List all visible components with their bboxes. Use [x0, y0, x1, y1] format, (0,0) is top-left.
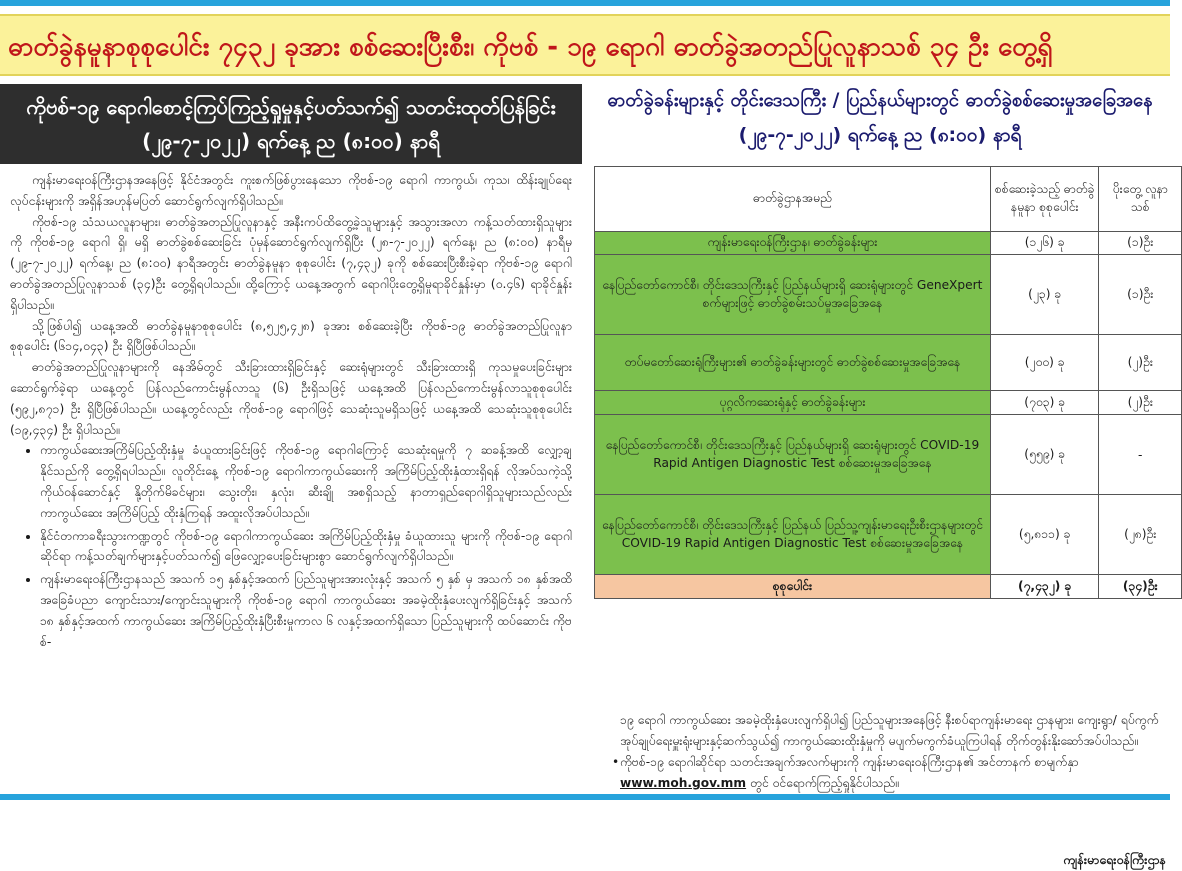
row-cases: (၂)ဦး	[1099, 335, 1182, 391]
row-tested: (၁၂၆) ခု	[990, 232, 1099, 255]
bullet-list	[10, 440, 572, 652]
notes	[590, 710, 1170, 794]
note-2-text-after: တွင် ဝင်ရောက်ကြည့်ရှုနိုင်ပါသည်။	[746, 776, 899, 790]
left-date: (၂၉-၇-၂၀၂၂) ရက်နေ့ ည (၈:၀၀) နာရီ	[142, 129, 440, 153]
headline: ဓာတ်ခွဲနမူနာစုစုပေါင်း ၇၄၃၂ ခုအား စစ်ဆေးပြီးစီး၊ ကိုဗစ် - ၁၉ ရောဂါ ဓာတ်ခွဲအတည်ပြုလူနာသစ် ၃၄ ဦး တွေ့ရှိ	[0, 14, 1170, 76]
total-label: စုစုပေါင်း	[595, 575, 991, 599]
right-heading: ဓာတ်ခွဲခန်းများနှင့် တိုင်းဒေသကြီး / ပြည်နယ်များတွင် ဓာတ်ခွဲစစ်ဆေးမှုအခြေအနေ	[607, 90, 1153, 111]
col-lab-name: ဓာတ်ခွဲဌာနအမည်	[595, 167, 991, 232]
signature: ကျန်းမာရေးဝန်ကြီးဌာန	[1063, 852, 1166, 867]
row-lab-name: ပုဂ္ဂလိကဆေးရုံနှင့် ဓာတ်ခွဲခန်းများ	[595, 391, 991, 415]
bullet-item: • နိုင်ငံတကာခရီးသွားကဏ္ဍတွင် ကိုဗစ်-၁၉ ရောဂါကာကွယ်ဆေး အကြိမ်ပြည့်ထိုးနှံမှု ခံယူထားသူ များကို ကိုဗစ်-၁၉ ရောဂါဆိုင်ရာ ကန့်သတ်ချက်များနှင့်ပတ်သက်၍ ဖြေလျှော့ပေးခြင်းများစွာ ဆောင်ရွက်လျက်ရှိပါသည်။	[40, 526, 572, 568]
right-date: (၂၉-၇-၂၀၂၂) ရက်နေ့ ည (၈:၀၀) နာရီ	[738, 124, 1022, 146]
row-tested: (၇၀၃) ခု	[990, 391, 1099, 415]
left-body	[0, 164, 582, 652]
bottom-rule	[0, 794, 1170, 800]
paragraph-2: ကိုဗစ်-၁၉ သံသယလူနာများ၊ ဓာတ်ခွဲအတည်ပြုလူနာနှင့် အနီးကပ်ထိတွေ့ခဲ့သူများနှင့် အသွားအလာ ကန့်သတ်ထားရှိသူများကို ကိုဗစ်-၁၉ ရောဂါ ရှိ၊ မရှိ ဓာတ်ခွဲစစ်ဆေးခြင်း ပုံမှန်ဆောင်ရွက်လျက်ရှိပြီး (၂၈-၇-၂၀၂၂) ရက်နေ့၊ ည (၈:၀၀) နာရီမှ (၂၉-၇-၂၀၂၂) ရက်နေ့၊ ည (၈:၀၀) နာရီအတွင်း ဓာတ်ခွဲနမူနာ စုစုပေါင်း (၇,၄၃၂) ခုကို စစ်ဆေးပြီးစီးခဲ့ရာ ကိုဗစ်-၁၉ ရောဂါ ဓာတ်ခွဲအတည်ပြုလူနာသစ် (၃၄)ဦး တွေ့ရှိရပါသည်။ ထို့ကြောင့် ယနေ့အတွက် ရောဂါပိုးတွေ့ရှိမှုရာခိုင်နှုန်းမှာ (၀.၄၆) ရာခိုင်နှုန်း ရှိပါသည်။	[10, 214, 572, 312]
bullet-item: • ကာကွယ်ဆေးအကြိမ်ပြည့်ထိုးနှံမှု ခံယူထားခြင်းဖြင့် ကိုဗစ်-၁၉ ရောဂါကြောင့် သေဆုံးရမှုကို ၇ ဆခန့်အထိ လျှော့ချနိုင်သည်ကို တွေ့ရှိရပါသည်။ လူတိုင်းနေ့ ကိုဗစ်-၁၉ ရောဂါကာကွယ်ဆေးကို အကြိမ်ပြည့်ထိုးနှံထားရှိရန် လိုအပ်သကဲ့သို့ ကိုယ်ဝန်ဆောင်နှင့် နို့တိုက်မိခင်များ၊ သွေးတိုး၊ နှလုံး၊ ဆီးချို အစရှိသည့် နာတာရှည်ရောဂါရှိသူများသည်လည်း ကာကွယ်ဆေး အကြိမ်ပြည့် ထိုးနှံကြရန် အထူးလိုအပ်ပါသည်။	[40, 440, 572, 523]
row-lab-name: နေပြည်တော်ကောင်စီ၊ တိုင်းဒေသကြီးနှင့် ပြည်နယ်များရှိ ဆေးရုံများတွင် COVID-19 Rapid Antigen Diagnostic Test စစ်ဆေးမှုအခြေအနေ	[595, 415, 991, 495]
table-total-row	[595, 575, 1182, 599]
row-tested: (၂၀၀) ခု	[990, 335, 1099, 391]
total-cases: (၃၄)ဦး	[1099, 575, 1182, 599]
table-row	[595, 415, 1182, 495]
table-row	[595, 495, 1182, 575]
table-row	[595, 255, 1182, 335]
row-lab-name: ကျန်းမာရေးဝန်ကြီးဌာန၊ ဓာတ်ခွဲခန်းများ	[595, 232, 991, 255]
table-header-row	[595, 167, 1182, 232]
note-1: ၁၉ ရောဂါ ကာကွယ်ဆေး အခမဲ့ထိုးနှံပေးလျက်ရှိပါ၍ ပြည်သူများအနေဖြင့် နီးစပ်ရာကျန်းမာရေး ဌာနများ၊ ကျေးရွာ/ ရပ်ကွက်အုပ်ချုပ်ရေးမှူးရုံးများနှင့်ဆက်သွယ်၍ ကာကွယ်ဆေးထိုးနှံမှုကို မပျက်မကွက်ခံယူကြပါရန် တိုက်တွန်းနိုးဆော်အပ်ပါသည်။	[620, 713, 1159, 748]
bullet-item: • ကျန်းမာရေးဝန်ကြီးဌာနသည် အသက် ၁၅ နှစ်နှင့်အထက် ပြည်သူများအားလုံးနှင့် အသက် ၅ နှစ် မှ အသက် ၁၈ နှစ်အထိ အခြေခံပညာ ကျောင်းသား/ကျောင်းသူများကို ကိုဗစ်-၁၉ ရောဂါ ကာကွယ်ဆေး အခမဲ့ထိုးနှံပေးလျက်ရှိခြင်းနှင့် အသက် ၁၈ နှစ်နှင့်အထက် ကာကွယ်ဆေး အကြိမ်ပြည့်ထိုးနှံပြီးစီးမှုကာလ ၆ လနှင့်အထက်ရှိသော ပြည်သူများကို ထပ်ဆောင်း ကိုဗစ်-	[40, 569, 572, 652]
row-lab-name: နေပြည်တော်ကောင်စီ၊ တိုင်းဒေသကြီးနှင့် ပြည်နယ် ပြည်သူ့ကျန်းမာရေးဦးစီးဌာနများတွင် COVID-19 Rapid Antigen Diagnostic Test စစ်ဆေးမှုအခြေအနေ	[595, 495, 991, 575]
paragraph-3: သို့ဖြစ်ပါ၍ ယနေ့အထိ ဓာတ်ခွဲနမူနာစုစုပေါင်း (၈,၅၂၅,၄၂၈) ခုအား စစ်ဆေးခဲ့ပြီး ကိုဗစ်-၁၉ ဓာတ်ခွဲအတည်ပြုလူနာစုစုပေါင်း (၆၁၄,၀၄၃) ဦး ရှိပြီဖြစ်ပါသည်။	[10, 318, 572, 354]
total-tested: (၇,၄၃၂) ခု	[990, 575, 1099, 599]
row-cases: (၁)ဦး	[1099, 255, 1182, 335]
top-rule	[0, 0, 1170, 6]
left-heading-box	[0, 84, 582, 164]
note-2	[590, 752, 1170, 794]
left-column	[0, 84, 582, 794]
lab-stats-table	[594, 166, 1182, 599]
col-new-cases: ပိုးတွေ့ လူနာသစ်	[1099, 167, 1182, 232]
row-cases: (၂၈)ဦး	[1099, 495, 1182, 575]
row-lab-name: နေပြည်တော်ကောင်စီ၊ တိုင်းဒေသကြီးနှင့် ပြည်နယ်များရှိ ဆေးရုံများတွင် GeneXpert စက်များဖြင့် ဓာတ်ခွဲစမ်းသပ်မှုအခြေအနေ	[595, 255, 991, 335]
row-tested: (၅၅၉) ခု	[990, 415, 1099, 495]
row-lab-name: တပ်မတော်ဆေးရုံကြီးများ၏ ဓာတ်ခွဲခန်းများတွင် ဓာတ်ခွဲစစ်ဆေးမှုအခြေအနေ	[595, 335, 991, 391]
paragraph-4: ဓာတ်ခွဲအတည်ပြုလူနာများကို နေအိမ်တွင် သီးခြားထားရှိခြင်းနှင့် ဆေးရုံများတွင် သီးခြားထားရှိ ကုသမှုပေးခြင်းများ ဆောင်ရွက်ခဲ့ရာ ယနေ့တွင် ပြန်လည်ကောင်းမွန်လာသူ (၆) ဦးရှိသဖြင့် ယနေ့အထိ ပြန်လည်ကောင်းမွန်လာသူစုစုပေါင်း (၅၉၂,၈၇၁) ဦး ရှိပြီဖြစ်ပါသည်။ ယနေ့တွင်လည်း ကိုဗစ်-၁၉ ရောဂါဖြင့် သေဆုံးသူမရှိသဖြင့် ယနေ့အထိ သေဆုံးသူစုစုပေါင်း (၁၉,၄၃၄) ဦး ရှိပါသည်။	[10, 360, 572, 437]
row-tested: (၂၃) ခု	[990, 255, 1099, 335]
row-cases: (၂)ဦး	[1099, 391, 1182, 415]
col-tested: စစ်ဆေးခဲ့သည့် ဓာတ်ခွဲနမူနာ စုစုပေါင်း	[990, 167, 1099, 232]
note-2-text-before: ကိုဗစ်-၁၉ ရောဂါဆိုင်ရာ သတင်းအချက်အလက်များကို ကျန်းမာရေးဝန်ကြီးဌာန၏ အင်တာနက် စာမျက်နှာ	[620, 755, 1079, 769]
row-tested: (၅,၈၁၁) ခု	[990, 495, 1099, 575]
row-cases: (၁)ဦး	[1099, 232, 1182, 255]
moh-website-link[interactable]: www.moh.gov.mm	[620, 776, 747, 790]
row-cases: -	[1099, 415, 1182, 495]
table-row	[595, 232, 1182, 255]
table-row	[595, 335, 1182, 391]
paragraph-1: ကျန်းမာရေးဝန်ကြီးဌာနအနေဖြင့် နိုင်ငံအတွင်း ကူးစက်ဖြစ်ပွားနေသော ကိုဗစ်-၁၉ ရောဂါ ကာကွယ်၊ ကုသ၊ ထိန်းချုပ်ရေးလုပ်ငန်းများကို အရှိန်အဟုန်မပြတ် ဆောင်ရွက်လျက်ရှိပါသည်။	[10, 173, 572, 208]
right-column	[590, 84, 1170, 867]
left-heading: ကိုဗစ်-၁၉ ရောဂါစောင့်ကြပ်ကြည့်ရှုမှုနှင့်ပတ်သက်၍ သတင်းထုတ်ပြန်ခြင်း	[26, 95, 556, 119]
table-row	[595, 391, 1182, 415]
